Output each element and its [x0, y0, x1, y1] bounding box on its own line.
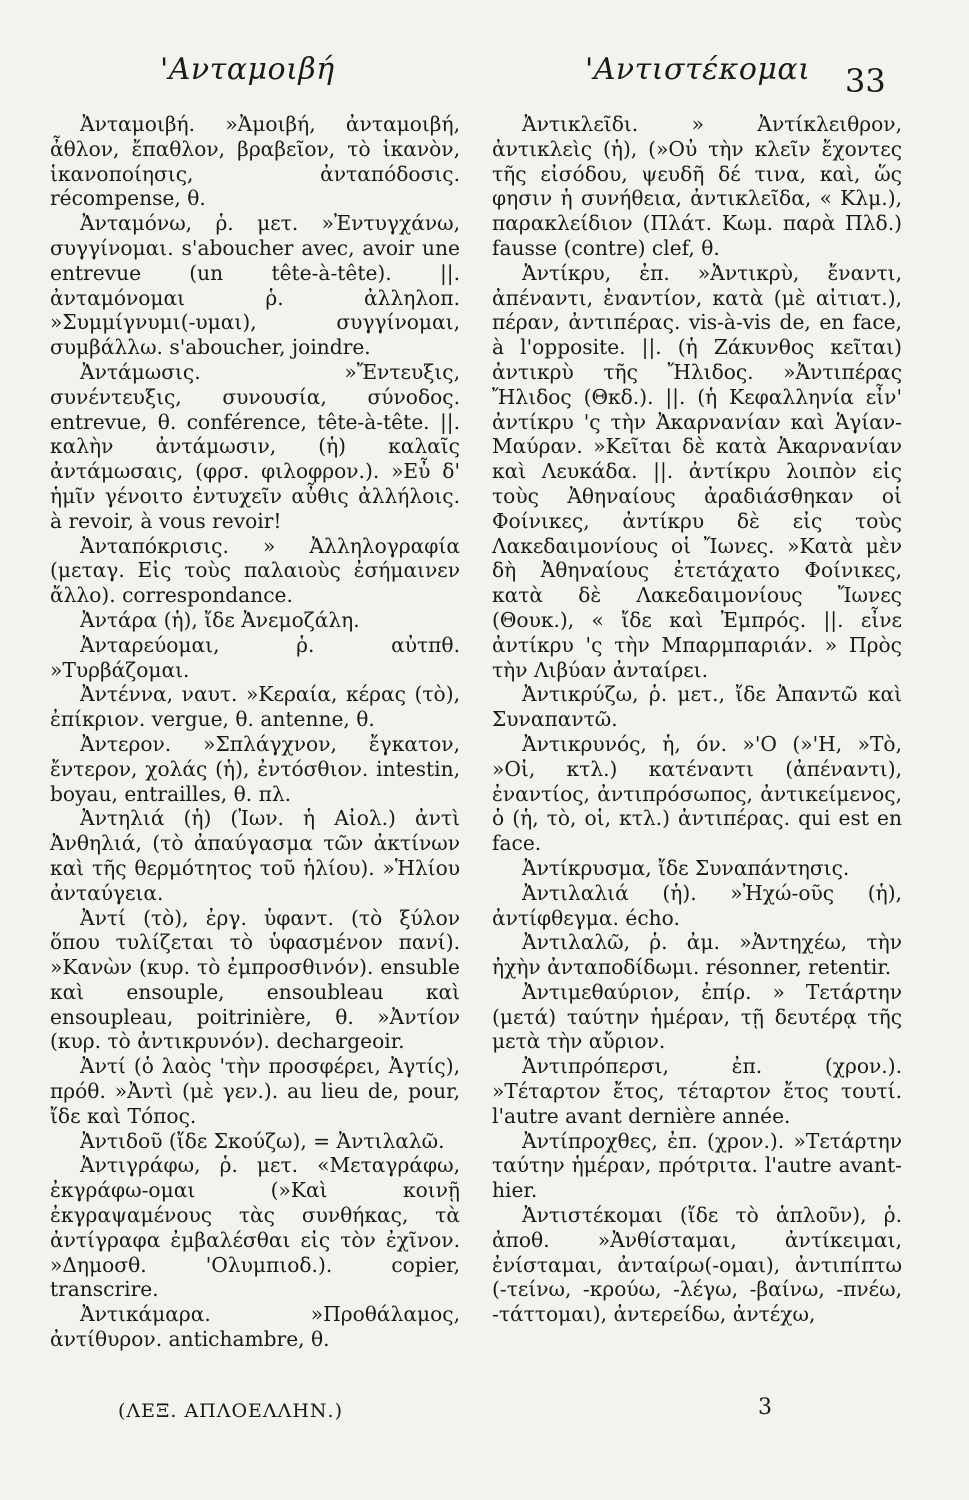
- signature-mark: (ΛΕΞ. ΑΠΛΟΕΛΛΗΝ.): [118, 1400, 343, 1422]
- dictionary-entry: Ἀντάρα (ἡ), ἴδε Ἀνεμοζάλη.: [80, 607, 360, 632]
- dictionary-entry: Ἀντιδοῦ (ἴδε Σκούζω), = Ἀντιλαλῶ.: [80, 1128, 445, 1153]
- running-head-right: 'Αντιστέκομαι: [585, 52, 811, 87]
- dictionary-entry: Ἀντικλεῖδι. » Ἀντίκλειθρον, ἀντικλεὶς (ἡ), (»Οὐ τὴν κλεῖν ἔχοντες τῆς εἰσόδου, ψευδῆ δέ τινα, καὶ, ὥς φησιν ἡ συνήθεια, ἀντικλεῖδα, « Κλμ.), παρακλείδιον (Πλάτ. Κωμ. παρὰ Πλδ.) fausse (contre) clef, θ.: [492, 112, 902, 260]
- dictionary-entry: Ἀντιπρόπερσι, ἐπ. (χρον.). »Τέταρτον ἔτος, τέταρτον ἔτος τουτί. l'autre avant dernière année.: [492, 1054, 902, 1128]
- dictionary-entry: Ἀντί (τὸ), ἐργ. ὑφαντ. (τὸ ξύλον ὅπου τυλίζεται τὸ ὑφασμένον πανί). »Κανὼν (κυρ. τὸ ἐμπροσθινόν). ensuble καὶ ensouple, ensoubleau καὶ ensoupleau, poitrinière, θ. »Ἀντίον (κυρ. τὸ ἀντικρυνόν). dechargeoir.: [50, 905, 460, 1054]
- dictionary-entry: Ἀντιγράφω, ῥ. μετ. «Μεταγράφω, ἐκγράφω-ομαι (»Καὶ κοινῇ ἐκγραψαμένους τὰς συνθήκας, τὰ ἀντίγραφα ἐμβαλέσθαι εἰς τὸν ἐχῖνον. »Δημοσθ. 'Ολυμπιοδ.). copier, transcrire.: [50, 1153, 460, 1302]
- dictionary-entry: Ἀντάμωσις. »Ἔντευξις, συνέντευξις, συνουσία, σύνοδος. entrevue, θ. conférence, tête-à-tête. ||. καλὴν ἀντάμωσιν, (ἡ) καλαῖς ἀντάμωσαις, (φρσ. φιλοφρον.). »Εὖ δ' ἡμῖν γένοιτο ἐντυχεῖν αὖθις ἀλλήλοις. à revoir, à vous revoir!: [50, 359, 460, 533]
- running-head-left: 'Ανταμοιβή: [160, 52, 335, 87]
- dictionary-entry: Ἀντίκρυ, ἐπ. »Ἀντικρὺ, ἔναντι, ἀπέναντι, ἐναντίον, κατὰ (μὲ αἰτιατ.), πέραν, ἀντιπέρας. vis-à-vis de, en face, à l'opposite. ||. (ἡ Ζάκυνθος κεῖται) ἀντικρὺ τῆς Ἤλιδος. »Ἀντιπέρας Ἤλιδος (Θκδ.). ||. (ἡ Κεφαλληνία εἶν' ἀντίκρυ 'ς τὴν Ἀκαρνανίαν καὶ Ἁγίαν-Μαύραν. »Κεῖται δὲ κατὰ Ἀκαρνανίαν καὶ Λευκάδα. ||. ἀντίκρυ λοιπὸν εἰς τοὺς Ἀθηναίους ἀραδιάσθηκαν οἱ Φοίνικες, ἀντίκρυ δὲ εἰς τοὺς Λακεδαιμονίους οἱ Ἴωνες. »Κατὰ μὲν δὴ Ἀθηναίους ἐτετάχατο Φοίνικες, κατὰ δὲ Λακεδαιμονίους Ἴωνες (Θουκ.), « ἴδε καὶ Ἐμπρός. ||. εἶνε ἀντίκρυ 'ς τὴν Μπαρμπαριάν. » Πρὸς τὴν Λιβύαν ἀνταίρει.: [492, 260, 902, 682]
- dictionary-entry: Ἀντίκρυσμα, ἴδε Συναπάντησις.: [522, 855, 850, 880]
- dictionary-entry: Ἀνταμόνω, ῥ. μετ. »Ἐντυγχάνω, συγγίνομαι. s'aboucher avec, avoir une entrevue (un tête-à-tête). ||. ἀνταμόνομαι ῥ. ἀλληλοπ. »Συμμίγνυμι(-υμαι), συγγίνομαι, συμβάλλω. s'aboucher, joindre.: [50, 211, 460, 360]
- page-number: 33: [845, 62, 886, 100]
- left-column: [50, 112, 460, 1352]
- dictionary-entry: Ἀντί (ὁ λαὸς 'τὴν προσφέρει, Ἀγτίς), πρόθ. »Ἀντὶ (μὲ γεν.). au lieu de, pour, ἴδε καὶ Τόπος.: [50, 1054, 460, 1128]
- dictionary-entry: Ἀντίπροχθες, ἐπ. (χρον.). »Τετάρτην ταύτην ἡμέραν, πρότριτα. l'autre avant-hier.: [492, 1128, 902, 1203]
- dictionary-entry: Ἀνταρεύομαι, ῥ. αὐτπθ. »Τυρβάζομαι.: [50, 632, 460, 682]
- dictionary-entry: Ἀντικρυνός, ἡ, όν. »'Ο (»'Η, »Τὸ, »Οἱ, κτλ.) κατέναντι (ἀπέναντι), ἐναντίος, ἀντιπρόσωπος, ἀντικείμενος, ὁ (ἡ, τὸ, οἱ, κτλ.) ἀντιπέρας. qui est en face.: [492, 731, 902, 856]
- dictionary-entry: Ἀντερον. »Σπλάγχνον, ἔγκατον, ἔντερον, χολάς (ἡ), ἐντόσθιον. intestin, boyau, entrailles, θ. πλ.: [50, 731, 460, 806]
- dictionary-entry: Ἀντικρύζω, ῥ. μετ., ἴδε Ἀπαντῶ καὶ Συναπαντῶ.: [492, 682, 902, 732]
- dictionary-entry: Ἀντιλαλῶ, ῥ. ἀμ. »Ἀντηχέω, τὴν ἠχὴν ἀνταποδίδωμι. résonner, retentir.: [492, 930, 902, 980]
- dictionary-entry: Ἀντέννα, ναυτ. »Κεραία, κέρας (τὸ), ἐπίκριον. vergue, θ. antenne, θ.: [50, 682, 460, 732]
- dictionary-entry: Ἀντικάμαρα. »Προθάλαμος, ἀντίθυρον. antichambre, θ.: [50, 1302, 460, 1352]
- signature-number: 3: [758, 1395, 772, 1420]
- dictionary-entry: Ἀντιμεθαύριον, ἐπίρ. » Τετάρτην (μετά) ταύτην ἡμέραν, τῇ δευτέρᾳ τῆς μετὰ τὴν αὔριον.: [492, 979, 902, 1054]
- dictionary-entry: Ἀντιλαλιά (ἡ). »Ἠχώ-οῦς (ἡ), ἀντίφθεγμα. écho.: [492, 880, 902, 930]
- dictionary-entry: Ἀνταμοιβή. »Ἀμοιβή, ἀνταμοιβή, ἆθλον, ἔπαθλον, βραβεῖον, τὸ ἱκανὸν, ἱκανοποίησις, ἀνταπόδοσις. récompense, θ.: [50, 112, 460, 211]
- dictionary-entry: Ἀντιστέκομαι (ἴδε τὸ ἁπλοῦν), ῥ. ἀποθ. »Ἀνθίσταμαι, ἀντίκειμαι, ἐνίσταμαι, ἀνταίρω(-ομαι), ἀντιπίπτω (-τείνω, -κρούω, -λέγω, -βαίνω, -πνέω, -τάττομαι), ἀντερείδω, ἀντέχω,: [492, 1203, 902, 1327]
- dictionary-entry: Ἀντηλιά (ἡ) (Ἰων. ἡ Αἰολ.) ἀντὶ Ἀνθηλιά, (τὸ ἀπαύγασμα τῶν ἀκτίνων καὶ τῆς θερμότητος τοῦ ἡλίου). »Ἡλίου ἀνταύγεια.: [50, 806, 460, 905]
- right-column: [492, 112, 902, 1327]
- dictionary-entry: Ἀνταπόκρισις. » Ἀλληλογραφία (μεταγ. Εἰς τοὺς παλαιοὺς ἐσήμαινεν ἄλλο). correspondance.: [50, 533, 460, 608]
